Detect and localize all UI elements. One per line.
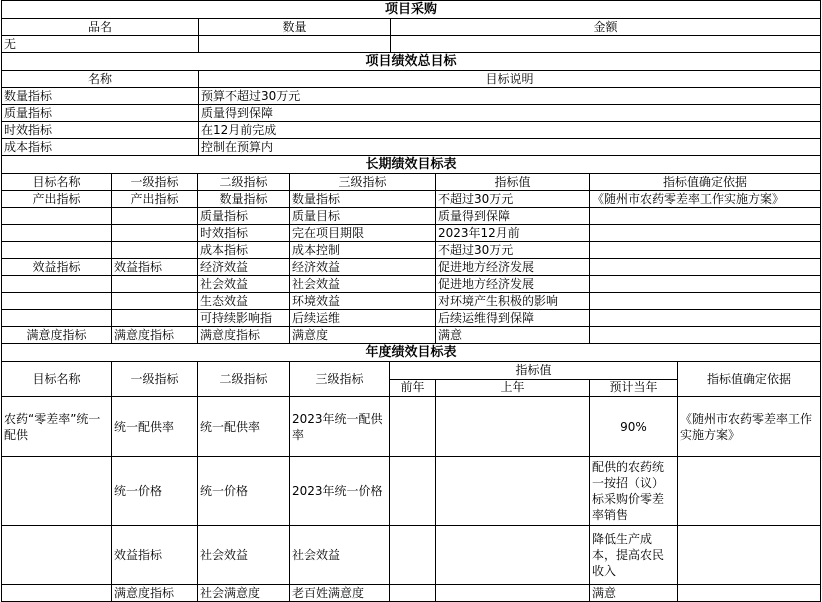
cell-level3: 满意度 [290,327,436,344]
cell-level2: 数量指标 [198,191,290,208]
cell-level3: 成本控制 [290,242,436,259]
cell-last-year [436,585,590,602]
table-row [2,397,821,457]
summary-row-label: 质量指标 [2,105,199,122]
cell-level1 [112,276,198,293]
header-last-year: 上年 [436,379,590,397]
cell-goal: 产出指标 [2,191,112,208]
header-level3: 三级指标 [290,174,436,191]
cell-level3: 2023年统一价格 [290,457,390,526]
cell-level2: 可持续影响指 [198,310,290,327]
cell-level2: 生态效益 [198,293,290,310]
table-row [2,585,821,602]
cell-goal [2,457,112,526]
cell-last-year [436,397,590,457]
cell-level2: 统一配供率 [198,397,290,457]
cell-prev-year [390,585,436,602]
header-goal-name: 目标名称 [2,362,112,397]
header-expected: 预计当年 [590,379,678,397]
cell-goal [2,276,112,293]
cell-level2: 满意度指标 [198,327,290,344]
cell-last-year [436,526,590,585]
table-row [2,310,821,327]
cell-goal [2,293,112,310]
cell-basis [590,327,821,344]
cell-basis [678,526,821,585]
cell-level2: 统一价格 [198,457,290,526]
table-row [2,208,821,225]
cell-level1 [112,293,198,310]
cell-level1: 效益指标 [112,526,198,585]
procurement-amount [391,36,821,53]
cell-level1: 满意度指标 [112,585,198,602]
cell-level1 [112,242,198,259]
procurement-title: 项目采购 [2,1,821,19]
cell-prev-year [390,397,436,457]
header-basis: 指标值确定依据 [678,362,821,397]
procurement-table [1,0,821,53]
header-level2: 二级指标 [198,362,290,397]
summary-row-value: 控制在预算内 [199,139,821,156]
cell-level2: 社会满意度 [198,585,290,602]
cell-level2: 成本指标 [198,242,290,259]
cell-level1: 满意度指标 [112,327,198,344]
cell-level1: 统一价格 [112,457,198,526]
cell-value: 促进地方经济发展 [436,259,590,276]
cell-basis [590,276,821,293]
cell-level3: 后续运维 [290,310,436,327]
cell-goal: 农药“零差率”统一配供 [2,397,112,457]
cell-level3: 2023年统一配供率 [290,397,390,457]
longterm-title: 长期绩效目标表 [2,156,821,174]
summary-row-label: 成本指标 [2,139,199,156]
cell-level3: 老百姓满意度 [290,585,390,602]
header-prev-year: 前年 [390,379,436,397]
table-row [2,242,821,259]
summary-row-label: 时效指标 [2,122,199,139]
header-goal-desc: 目标说明 [199,71,821,88]
header-basis: 指标值确定依据 [590,174,821,191]
table-row [2,526,821,585]
header-item-name: 品名 [2,19,199,36]
procurement-item: 无 [2,36,199,53]
cell-prev-year [390,457,436,526]
cell-level3: 环境效益 [290,293,436,310]
table-row [2,276,821,293]
cell-value: 促进地方经济发展 [436,276,590,293]
table-row [2,457,821,526]
cell-level1 [112,310,198,327]
annual-title: 年度绩效目标表 [2,344,821,362]
header-goal-name: 目标名称 [2,174,112,191]
header-level2: 二级指标 [198,174,290,191]
cell-goal: 效益指标 [2,259,112,276]
cell-goal [2,526,112,585]
table-row [2,259,821,276]
cell-level2: 经济效益 [198,259,290,276]
cell-basis [590,310,821,327]
cell-goal [2,242,112,259]
summary-table [1,52,821,156]
cell-goal [2,225,112,242]
longterm-table [1,155,821,344]
cell-value: 不超过30万元 [436,242,590,259]
cell-value: 对环境产生积极的影响 [436,293,590,310]
cell-value: 不超过30万元 [436,191,590,208]
cell-expected: 配供的农药统一按招（议）标采购价零差率销售 [590,457,678,526]
header-level3: 三级指标 [290,362,390,397]
table-row [2,191,821,208]
cell-basis [590,242,821,259]
header-value: 指标值 [390,362,678,380]
cell-level2: 社会效益 [198,276,290,293]
cell-basis [590,293,821,310]
header-level1: 一级指标 [112,362,198,397]
cell-basis: 《随州市农药零差率工作实施方案》 [678,397,821,457]
cell-level3: 完在项目期限 [290,225,436,242]
cell-level2: 社会效益 [198,526,290,585]
table-row [2,327,821,344]
cell-prev-year [390,526,436,585]
cell-level2: 质量指标 [198,208,290,225]
cell-level3: 社会效益 [290,526,390,585]
summary-row-value: 预算不超过30万元 [199,88,821,105]
header-value: 指标值 [436,174,590,191]
cell-value: 后续运维得到保障 [436,310,590,327]
header-level1: 一级指标 [112,174,198,191]
cell-value: 满意 [436,327,590,344]
cell-value: 2023年12月前 [436,225,590,242]
cell-expected: 降低生产成本，提高农民收入 [590,526,678,585]
spreadsheet [1,0,821,602]
cell-basis [678,457,821,526]
cell-goal: 满意度指标 [2,327,112,344]
cell-level3: 数量指标 [290,191,436,208]
cell-basis: 《随州市农药零差率工作实施方案》 [590,191,821,208]
summary-row-value: 质量得到保障 [199,105,821,122]
cell-level3: 社会效益 [290,276,436,293]
cell-goal [2,585,112,602]
cell-basis [590,259,821,276]
cell-value: 质量得到保障 [436,208,590,225]
cell-level1 [112,225,198,242]
cell-basis [590,225,821,242]
summary-row-value: 在12月前完成 [199,122,821,139]
procurement-quantity [199,36,391,53]
cell-level3: 质量目标 [290,208,436,225]
annual-table [1,343,821,602]
cell-goal [2,208,112,225]
cell-basis [590,208,821,225]
cell-basis [678,585,821,602]
cell-level2: 时效指标 [198,225,290,242]
header-quantity: 数量 [199,19,391,36]
table-row [2,225,821,242]
cell-expected: 90% [590,397,678,457]
cell-level1: 效益指标 [112,259,198,276]
summary-row-label: 数量指标 [2,88,199,105]
cell-goal [2,310,112,327]
cell-level3: 经济效益 [290,259,436,276]
cell-last-year [436,457,590,526]
cell-level1: 产出指标 [112,191,198,208]
table-row [2,293,821,310]
cell-level1 [112,208,198,225]
header-name: 名称 [2,71,199,88]
cell-expected: 满意 [590,585,678,602]
header-amount: 金额 [391,19,821,36]
summary-title: 项目绩效总目标 [2,53,821,71]
cell-level1: 统一配供率 [112,397,198,457]
